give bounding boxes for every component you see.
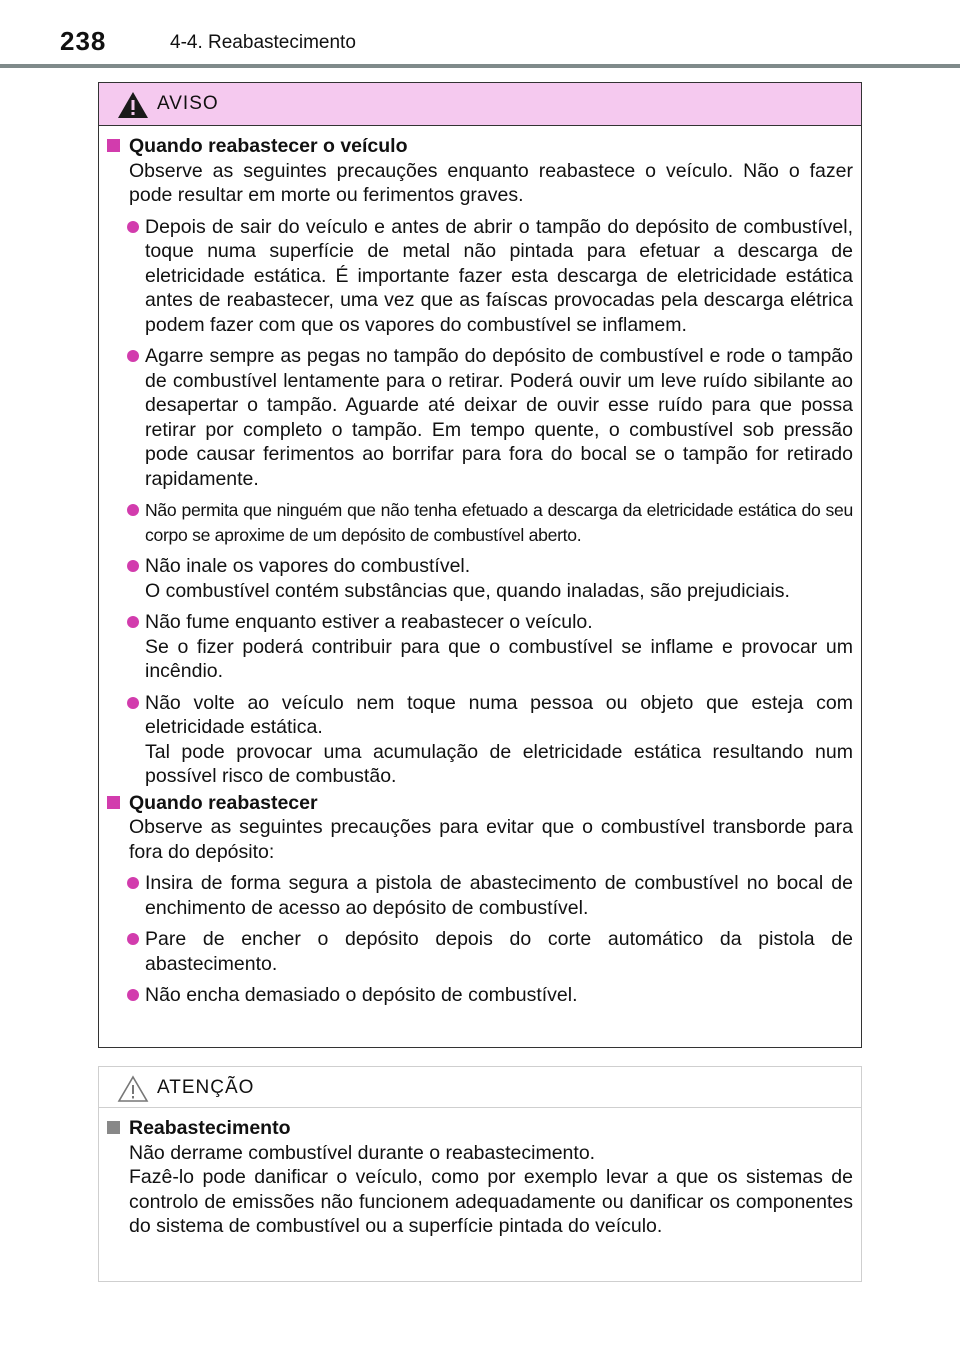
section-heading: Quando reabastecer o veículo [107,134,853,159]
caution-box [98,1066,862,1282]
square-bullet-icon [107,1121,120,1134]
warning-triangle-outline-icon [117,1075,149,1103]
warning-box [98,82,862,1048]
circle-bullet-icon [127,560,139,572]
list-item: Agarre sempre as pegas no tampão do depósito de combustível e rode o tampão de combustível lentamente para o retirar. Poderá ouvir um leve ruído sibilante ao desapertar o tampão. Aguarde até deixar de ouvir esse ruído para que possa retirar por completo o tampão. Em tempo quente, o combustível sob pressão pode causar ferimentos ao borrifar para fora do bocal se o tampão for retirado rapidamente. [107,344,853,491]
section-heading: Quando reabastecer [107,791,853,816]
circle-bullet-icon [127,933,139,945]
list-item: Não permita que ninguém que não tenha efetuado a descarga da eletricidade estática do seu corpo se aproxime de um depósito de combustível aberto. [107,498,853,547]
circle-bullet-icon [127,504,139,516]
list-item: Não encha demasiado o depósito de combustível. [107,983,853,1008]
warning-triangle-filled-icon [117,91,149,119]
circle-bullet-icon [127,877,139,889]
circle-bullet-icon [127,350,139,362]
list-item: Não volte ao veículo nem toque numa pessoa ou objeto que esteja com eletricidade estática. Tal pode provocar uma acumulação de eletricidade estática resultando num possível risco de combustão. [107,691,853,789]
square-bullet-icon [107,796,120,809]
circle-bullet-icon [127,616,139,628]
list-item: Pare de encher o depósito depois do corte automático da pistola de abastecimento. [107,927,853,976]
section-title: 4-4. Reabastecimento [170,32,356,53]
page-header [0,0,960,70]
caution-header [99,1067,861,1108]
section-heading: Reabastecimento [107,1116,853,1141]
square-bullet-icon [107,139,120,152]
header-rule [0,64,960,68]
section-intro: Observe as seguintes precauções enquanto reabastece o veículo. Não o fazer pode resultar em morte ou ferimentos graves. [129,159,853,206]
section-intro: Observe as seguintes precauções para evitar que o combustível transborde para fora do depósito: [129,816,853,863]
list-item: Insira de forma segura a pistola de abastecimento de combustível no bocal de enchimento de acesso ao depósito de combustível. [107,871,853,920]
warning-label: AVISO [157,93,219,114]
warning-header [99,83,861,126]
circle-bullet-icon [127,697,139,709]
caution-label: ATENÇÃO [157,1077,255,1098]
circle-bullet-icon [127,989,139,1001]
circle-bullet-icon [127,221,139,233]
section-intro: Não derrame combustível durante o reabastecimento. Fazê-lo pode danificar o veículo, como por exemplo levar a que os sistemas de controlo de emissões não funcionem adequadamente ou danificar os componentes do sistema de combustível ou a superfície pintada do veículo. [129,1141,853,1237]
list-item: Depois de sair do veículo e antes de abrir o tampão do depósito de combustível, toque numa superfície de metal não pintada para efetuar a descarga de eletricidade estática. É importante fazer esta descarga de eletricidade estática antes de reabastecer, uma vez que as faíscas provocadas pela descarga elétrica podem fazer com que os vapores do combustível se inflamem. [107,215,853,338]
list-item: Não inale os vapores do combustível. O combustível contém substâncias que, quando inaladas, são prejudiciais. [107,554,853,603]
page-number: 238 [60,26,107,56]
list-item: Não fume enquanto estiver a reabastecer o veículo. Se o fizer poderá contribuir para que o combustível se inflame e provocar um incêndio. [107,610,853,684]
